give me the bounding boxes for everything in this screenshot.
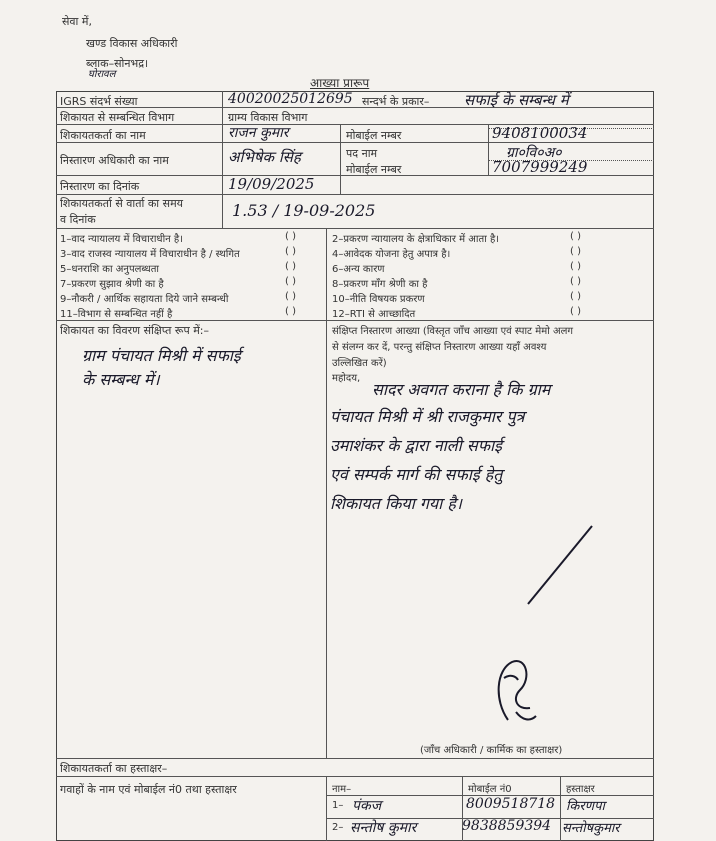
category-10: 10–नीति विषयक प्रकरण bbox=[332, 294, 425, 305]
category-8: 8–प्रकरण माँग श्रेणी का है bbox=[332, 279, 428, 290]
category-3-mark: ( ) bbox=[285, 246, 296, 257]
complaint-text-line-2: के सम्बन्ध में। bbox=[82, 370, 160, 389]
category-5-mark: ( ) bbox=[285, 261, 296, 272]
row-divider bbox=[56, 758, 654, 759]
category-6-mark: ( ) bbox=[570, 261, 581, 272]
report-line-3: उमाशंकर के द्वारा नाली सफाई bbox=[330, 436, 503, 455]
category-7-mark: ( ) bbox=[285, 276, 296, 287]
category-1-mark: ( ) bbox=[285, 231, 296, 242]
category-11-mark: ( ) bbox=[285, 306, 296, 317]
igrs-value: 40020025012695 bbox=[228, 91, 353, 107]
report-label-line-2: से संलग्न कर दें, परन्तु संक्षिप्त निस्तारण आख्या यहाँ अवश्य bbox=[332, 342, 547, 353]
strike-line bbox=[520, 520, 600, 610]
row-divider bbox=[56, 320, 654, 321]
row-divider bbox=[56, 776, 654, 777]
category-1: 1–वाद न्यायालय में विचाराधीन है। bbox=[60, 234, 183, 245]
report-label-line-1: संक्षिप्त निस्तारण आख्या (विस्तृत जाँच आख्या एवं स्पाट मेमो अलग bbox=[332, 326, 574, 337]
witness-label: गवाहों के नाम एवं मोबाईल नं0 तथा हस्ताक्षर bbox=[60, 783, 237, 796]
col-mobile: मोबाईल नं0 bbox=[468, 784, 512, 795]
col-divider bbox=[222, 91, 223, 228]
category-11: 11–विभाग से सम्बन्धित नहीं है bbox=[60, 309, 173, 320]
post-label: पद नाम bbox=[346, 147, 378, 160]
ref-type-value: सफाई के सम्बन्ध में bbox=[464, 91, 569, 109]
talk-label-2: व दिनांक bbox=[60, 213, 96, 226]
mobile-value: 9408100034 bbox=[492, 124, 588, 142]
signature-caption: (जाँच अधिकारी / कार्मिक का हस्ताक्षर) bbox=[420, 745, 563, 756]
category-7: 7–प्रकरण सुझाव श्रेणी का है bbox=[60, 279, 164, 290]
officer-signature bbox=[486, 650, 566, 730]
category-12: 12–RTI से आच्छादित bbox=[332, 309, 416, 320]
report-line-2: पंचायत मिश्री में श्री राजकुमार पुत्र bbox=[330, 407, 525, 426]
category-9: 9–नौकरी / आर्थिक सहायता दिये जाने सम्बन्धी bbox=[60, 294, 229, 305]
witness-2-num: 2– bbox=[332, 822, 344, 833]
row-divider bbox=[56, 228, 654, 229]
complainant-value: राजन कुमार bbox=[228, 125, 289, 141]
col-divider bbox=[488, 124, 489, 175]
col-sign: हस्ताक्षर bbox=[566, 784, 595, 795]
witness-1-name: पंकज bbox=[352, 798, 382, 814]
complainant-sign-label: शिकायतकर्ता का हस्ताक्षर– bbox=[60, 762, 168, 775]
category-8-mark: ( ) bbox=[570, 276, 581, 287]
category-2: 2–प्रकरण न्यायालय के क्षेत्राधिकार में आता है। bbox=[332, 234, 500, 245]
mobile-label: मोबाईल नम्बर bbox=[346, 129, 402, 142]
complaint-label: शिकायत का विवरण संक्षिप्त रूप में:– bbox=[60, 324, 209, 337]
row-divider bbox=[56, 194, 654, 195]
report-line-5: शिकायत किया गया है। bbox=[330, 494, 462, 513]
officer-value: अभिषेक सिंह bbox=[228, 148, 301, 166]
address-line-3: ब्लाक–सोनभद्र। bbox=[86, 57, 149, 70]
category-9-mark: ( ) bbox=[285, 291, 296, 302]
category-5: 5–धनराशि का अनुपलब्धता bbox=[60, 264, 159, 275]
category-12-mark: ( ) bbox=[570, 306, 581, 317]
ref-type-label: सन्दर्भ के प्रकार– bbox=[362, 95, 430, 108]
witness-1-mobile: 8009518718 bbox=[466, 796, 556, 812]
witness-2-name: सन्तोष कुमार bbox=[350, 820, 417, 836]
report-line-4: एवं सम्पर्क मार्ग की सफाई हेतु bbox=[330, 465, 503, 484]
report-label-line-3: उल्लिखित करें) bbox=[332, 358, 387, 369]
date-label: निस्तारण का दिनांक bbox=[60, 180, 140, 193]
col-divider bbox=[326, 776, 327, 841]
talk-label-1: शिकायतकर्ता से वार्ता का समय bbox=[60, 197, 184, 210]
dept-value: ग्राम्य विकास विभाग bbox=[228, 111, 308, 124]
dept-label: शिकायत से सम्बन्धित विभाग bbox=[60, 111, 175, 124]
date-value: 19/09/2025 bbox=[228, 175, 315, 193]
address-line-1: सेवा में, bbox=[62, 15, 92, 28]
witness-1-sign: किरणपा bbox=[566, 799, 605, 814]
talk-value: 1.53 / 19-09-2025 bbox=[232, 201, 376, 220]
category-3: 3–वाद राजस्व न्यायालय में विचाराधीन है / स्थगित bbox=[60, 249, 240, 260]
category-6: 6–अन्य कारण bbox=[332, 264, 385, 275]
col-name: नाम– bbox=[332, 784, 352, 795]
col-divider bbox=[560, 776, 561, 841]
address-handwritten: घोरावल bbox=[88, 69, 116, 80]
officer-mobile-value: 7007999249 bbox=[492, 158, 588, 176]
col-divider bbox=[326, 228, 327, 758]
category-2-mark: ( ) bbox=[570, 231, 581, 242]
complaint-text-line-1: ग्राम पंचायत मिश्री में सफाई bbox=[82, 346, 241, 365]
witness-2-sign: सन्तोषकुमार bbox=[562, 821, 620, 836]
igrs-label: IGRS संदर्भ संख्या bbox=[60, 95, 138, 108]
report-salutation: महोदय, bbox=[332, 373, 361, 384]
complainant-label: शिकायतकर्ता का नाम bbox=[60, 129, 146, 142]
form-title: आख्या प्रारूप bbox=[310, 76, 370, 90]
category-4-mark: ( ) bbox=[570, 246, 581, 257]
officer-label: निस्तारण अधिकारी का नाम bbox=[60, 154, 169, 167]
witness-2-mobile: 9838859394 bbox=[462, 818, 552, 834]
report-line-1: सादर अवगत कराना है कि ग्राम bbox=[372, 380, 551, 399]
post-value: ग्रा०वि०अ० bbox=[506, 145, 562, 161]
witness-1-num: 1– bbox=[332, 800, 344, 811]
category-10-mark: ( ) bbox=[570, 291, 581, 302]
address-line-2: खण्ड विकास अधिकारी bbox=[86, 37, 178, 50]
col-divider bbox=[340, 124, 341, 194]
officer-mobile-label: मोबाईल नम्बर bbox=[346, 163, 402, 176]
category-4: 4–आवेदक योजना हेतु अपात्र है। bbox=[332, 249, 451, 260]
